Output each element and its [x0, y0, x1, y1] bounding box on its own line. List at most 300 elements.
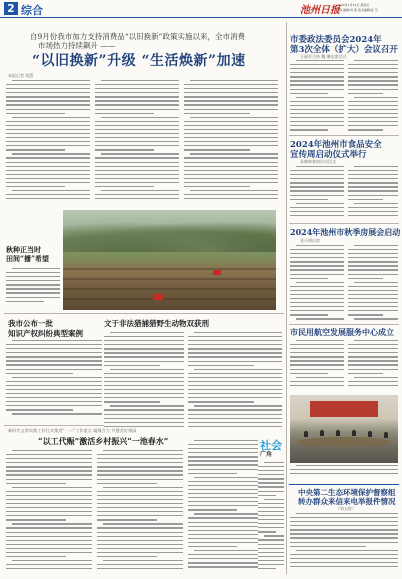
text-line	[348, 352, 398, 353]
text-line	[95, 141, 179, 142]
text-line	[6, 544, 92, 545]
text-line	[6, 401, 102, 402]
text-line	[348, 174, 398, 175]
text-line	[290, 117, 344, 118]
text-line	[290, 473, 398, 474]
head-aviation-center: 市民用航空发展服务中心成立	[290, 327, 394, 337]
text-line	[348, 290, 398, 291]
text-line	[290, 373, 328, 374]
text-line	[188, 460, 258, 461]
text-line	[290, 385, 344, 386]
text-line	[348, 170, 398, 171]
text-line	[290, 113, 344, 114]
text-line	[258, 486, 284, 487]
text-line	[290, 80, 344, 81]
text-line	[188, 546, 237, 547]
lead-headline: “以旧换新”升级 “生活焕新”加速	[32, 53, 246, 69]
text-line	[188, 401, 254, 402]
text-line	[104, 409, 184, 410]
text-line	[194, 477, 258, 478]
text-line	[6, 552, 92, 553]
text-line	[290, 533, 398, 534]
text-line	[290, 269, 344, 270]
food-safety-column-1	[290, 166, 344, 222]
text-line	[6, 503, 92, 504]
text-line	[6, 88, 90, 89]
text-line	[188, 497, 258, 498]
text-line	[290, 186, 344, 187]
head-work-relief: “以工代赈”激活乡村振兴“一池春水”	[38, 436, 169, 446]
politics-column-2	[348, 60, 398, 134]
text-line	[12, 487, 92, 488]
text-line	[188, 562, 258, 563]
text-line	[258, 527, 284, 528]
text-line	[6, 536, 92, 537]
text-line	[258, 495, 276, 496]
text-line	[290, 174, 344, 175]
ip-cases-text	[6, 340, 102, 420]
field-row	[63, 278, 276, 280]
section-divider	[289, 324, 399, 325]
text-line	[290, 68, 344, 69]
text-line	[6, 479, 92, 480]
text-line	[290, 199, 328, 200]
text-line	[290, 554, 398, 555]
text-line	[290, 105, 344, 106]
text-line	[348, 369, 398, 370]
text-line	[104, 414, 184, 415]
text-line	[6, 272, 60, 273]
text-line	[354, 60, 398, 61]
aviation-column-2	[348, 340, 398, 392]
text-line	[6, 556, 66, 557]
text-line	[348, 84, 398, 85]
text-line	[296, 166, 344, 167]
text-line	[6, 548, 92, 549]
text-line	[104, 361, 184, 362]
text-line	[104, 336, 184, 337]
text-line	[258, 556, 284, 557]
text-line	[95, 182, 179, 183]
text-line	[188, 489, 258, 490]
text-line	[104, 389, 184, 390]
text-line	[97, 552, 183, 553]
text-line	[103, 487, 183, 488]
head-inspection-1: 中央第二生态环境保护督察组	[298, 488, 396, 497]
text-line	[348, 93, 383, 94]
field-row	[63, 288, 276, 290]
text-line	[95, 104, 179, 105]
photo-caption-text	[6, 268, 60, 308]
lead-column-3	[184, 80, 278, 205]
text-line	[290, 207, 344, 208]
text-line	[348, 373, 383, 374]
photo-caption-line-2: 田间“播”希望	[6, 254, 50, 263]
text-line	[290, 215, 344, 216]
text-line	[12, 377, 102, 378]
text-line	[188, 385, 282, 386]
text-line	[97, 556, 157, 557]
text-line	[184, 198, 278, 199]
text-line	[97, 515, 183, 516]
text-line	[290, 93, 328, 94]
text-line	[296, 340, 344, 341]
text-line	[190, 117, 278, 118]
text-line	[348, 76, 398, 77]
text-line	[188, 444, 258, 445]
text-line	[6, 280, 60, 281]
text-line	[290, 314, 328, 315]
lead-column-1	[6, 80, 90, 205]
text-line	[6, 397, 102, 398]
text-line	[184, 141, 278, 142]
text-line	[6, 495, 92, 496]
text-line	[290, 529, 398, 530]
text-line	[188, 365, 254, 366]
lead-column-2	[95, 80, 179, 205]
text-line	[188, 526, 258, 527]
text-line	[12, 117, 90, 118]
text-line	[348, 101, 398, 102]
text-line	[95, 166, 179, 167]
text-line	[258, 474, 284, 475]
text-line	[184, 174, 278, 175]
person-shape	[368, 431, 372, 437]
meeting-table	[296, 437, 392, 447]
text-line	[188, 336, 282, 337]
text-line	[6, 356, 102, 357]
text-line	[6, 288, 60, 289]
text-line	[296, 318, 344, 319]
text-line	[296, 203, 344, 204]
social-column-logo	[260, 437, 288, 459]
text-line	[188, 422, 282, 423]
text-line	[348, 257, 398, 258]
text-line	[188, 558, 258, 559]
text-line	[258, 531, 276, 532]
text-line	[184, 109, 278, 110]
header-rule	[0, 17, 402, 18]
text-line	[258, 470, 284, 471]
text-line	[97, 466, 183, 467]
text-line	[348, 195, 398, 196]
text-line	[97, 495, 183, 496]
text-line	[290, 369, 344, 370]
meeting-photo-caption	[290, 465, 398, 481]
text-line	[290, 257, 344, 258]
text-line	[188, 473, 237, 474]
text-line	[348, 269, 398, 270]
text-line	[188, 418, 282, 419]
text-line	[6, 458, 92, 459]
head-wildlife-case: 文于非法猎捕猎野生动物双获刑	[104, 319, 209, 328]
text-line	[194, 332, 282, 333]
section-name: 综合	[21, 4, 43, 17]
text-line	[290, 64, 344, 65]
text-line	[258, 523, 284, 524]
text-line	[6, 198, 90, 199]
text-line	[6, 532, 92, 533]
text-line	[6, 519, 66, 520]
text-line	[6, 284, 60, 285]
text-line	[95, 149, 154, 150]
text-line	[188, 485, 258, 486]
text-line	[6, 564, 92, 565]
text-line	[348, 249, 398, 250]
text-line	[188, 348, 282, 349]
text-line	[12, 340, 102, 341]
text-line	[6, 157, 90, 158]
text-line	[95, 129, 179, 130]
text-line	[348, 310, 398, 311]
text-line	[290, 298, 344, 299]
text-line	[184, 88, 278, 89]
text-line	[188, 344, 282, 345]
text-line	[104, 340, 184, 341]
header-editors: 责任编辑/刘 燕 美术编辑/沈 芳	[337, 8, 378, 12]
text-line	[188, 481, 258, 482]
text-line	[97, 499, 183, 500]
text-line	[97, 462, 183, 463]
person-shape	[352, 430, 356, 436]
text-line	[184, 113, 250, 114]
text-line	[348, 286, 398, 287]
text-line	[97, 483, 157, 484]
text-line	[290, 521, 398, 522]
text-line	[348, 182, 398, 183]
text-line	[104, 426, 184, 427]
text-line	[188, 464, 258, 465]
text-line	[184, 194, 278, 195]
text-line	[348, 302, 398, 303]
text-line	[97, 527, 183, 528]
text-line	[188, 352, 282, 353]
text-line	[103, 523, 183, 524]
text-line	[184, 137, 278, 138]
text-line	[290, 537, 398, 538]
text-line	[188, 509, 237, 510]
text-line	[12, 80, 90, 81]
text-line	[296, 97, 344, 98]
text-line	[296, 282, 344, 283]
housing-column-1	[290, 245, 344, 323]
text-line	[95, 109, 179, 110]
text-line	[95, 133, 179, 134]
text-line	[348, 265, 398, 266]
text-line	[6, 186, 65, 187]
work-relief-column-3	[188, 440, 258, 574]
text-line	[348, 129, 383, 130]
text-line	[97, 458, 183, 459]
text-line	[354, 166, 398, 167]
text-line	[6, 125, 90, 126]
text-line	[104, 352, 184, 353]
text-line	[104, 385, 184, 386]
text-line	[354, 97, 398, 98]
meeting-banner	[310, 401, 378, 417]
text-line	[194, 440, 258, 441]
section-divider	[289, 223, 399, 224]
text-line	[296, 550, 398, 551]
text-line	[6, 360, 102, 361]
head-inspection-2: 转办群众来信来电举报件情况	[298, 497, 396, 506]
text-line	[188, 452, 258, 453]
text-line	[6, 137, 90, 138]
aviation-column-1	[290, 340, 344, 392]
text-line	[290, 182, 344, 183]
text-line	[290, 469, 398, 470]
text-line	[188, 505, 258, 506]
text-line	[184, 170, 278, 171]
text-line	[101, 80, 179, 81]
header-date: 2024年1月12日 星期五	[337, 3, 370, 7]
text-line	[290, 278, 328, 279]
text-line	[184, 186, 250, 187]
text-line	[188, 377, 282, 378]
text-line	[95, 84, 179, 85]
text-line	[6, 568, 92, 569]
text-line	[6, 373, 73, 374]
text-line	[290, 84, 344, 85]
text-line	[190, 153, 278, 154]
text-line	[95, 113, 154, 114]
text-line	[110, 405, 184, 406]
text-line	[6, 178, 90, 179]
text-line	[290, 211, 344, 212]
text-line	[290, 360, 344, 361]
head-food-safety-2: 宣传周启动仪式举行	[290, 150, 367, 160]
text-line	[97, 507, 183, 508]
text-line	[290, 286, 344, 287]
text-line	[258, 491, 284, 492]
text-line	[188, 361, 282, 362]
text-line	[348, 261, 398, 262]
text-line	[290, 356, 344, 357]
text-line	[348, 190, 398, 191]
text-line	[97, 532, 183, 533]
head-ip-cases-2: 知识产权纠纷典型案例	[8, 329, 83, 338]
housing-column-2	[348, 245, 398, 323]
text-line	[95, 178, 179, 179]
field-row	[63, 268, 276, 270]
text-line	[348, 109, 398, 110]
text-line	[188, 356, 282, 357]
text-line	[258, 507, 284, 508]
text-line	[101, 190, 179, 191]
text-line	[104, 373, 184, 374]
text-line	[184, 149, 250, 150]
text-line	[6, 145, 90, 146]
text-line	[97, 491, 183, 492]
text-line	[348, 121, 398, 122]
text-line	[6, 129, 90, 130]
lead-kicker-1: 自9月份我市加力支持消费品“以旧换新”政策实施以来，全市消费	[30, 32, 245, 41]
person-shape	[320, 430, 324, 436]
text-line	[258, 539, 284, 540]
page-number: 2	[4, 2, 18, 15]
text-line	[6, 149, 65, 150]
text-line	[188, 409, 282, 410]
text-line	[290, 517, 398, 518]
text-line	[6, 470, 92, 471]
text-line	[290, 121, 344, 122]
text-line	[95, 121, 179, 122]
text-line	[6, 194, 90, 195]
text-line	[188, 381, 282, 382]
text-line	[184, 104, 278, 105]
section-divider	[4, 313, 284, 314]
text-line	[296, 377, 344, 378]
social-column-text	[258, 462, 284, 574]
text-line	[104, 397, 184, 398]
quote-kicker: 新时代文明实践工作扎实推进“一二”工作重点 凝聚合力 共建美好家园	[8, 428, 137, 433]
food-safety-sub: 朱晓林参加启动仪式	[300, 159, 336, 164]
text-line	[258, 560, 284, 561]
text-line	[290, 265, 344, 266]
work-relief-column-1	[6, 450, 92, 574]
text-line	[290, 352, 344, 353]
text-line	[12, 560, 92, 561]
tractor-icon	[153, 294, 163, 300]
text-line	[290, 101, 344, 102]
text-line	[264, 535, 284, 536]
inspection-table	[290, 513, 398, 574]
housing-fair-sub: 张小明出席	[300, 238, 320, 243]
text-line	[348, 89, 398, 90]
text-line	[258, 466, 284, 467]
text-line	[354, 245, 398, 246]
text-line	[348, 314, 383, 315]
text-line	[290, 525, 398, 526]
text-line	[104, 348, 184, 349]
text-line	[290, 558, 398, 559]
text-line	[184, 178, 278, 179]
text-line	[348, 186, 398, 187]
text-line	[188, 542, 258, 543]
text-line	[95, 162, 179, 163]
text-line	[104, 356, 184, 357]
text-line	[184, 182, 278, 183]
text-line	[354, 318, 398, 319]
text-line	[290, 364, 344, 365]
text-line	[184, 145, 278, 146]
text-line	[184, 129, 278, 130]
text-line	[290, 542, 398, 543]
text-line	[6, 292, 60, 293]
text-line	[12, 268, 60, 269]
text-line	[296, 513, 398, 514]
text-line	[6, 174, 90, 175]
text-line	[97, 511, 183, 512]
text-line	[354, 282, 398, 283]
text-line	[95, 145, 179, 146]
text-line	[348, 72, 398, 73]
text-line	[6, 109, 90, 110]
text-line	[110, 369, 184, 370]
text-line	[6, 405, 102, 406]
text-line	[184, 125, 278, 126]
politics-column-1	[290, 60, 344, 134]
text-line	[290, 344, 344, 345]
text-line	[190, 80, 278, 81]
text-line	[348, 68, 398, 69]
text-line	[6, 540, 92, 541]
text-line	[188, 517, 258, 518]
text-line	[6, 162, 90, 163]
person-shape	[384, 432, 388, 438]
text-line	[184, 84, 278, 85]
text-line	[290, 274, 344, 275]
